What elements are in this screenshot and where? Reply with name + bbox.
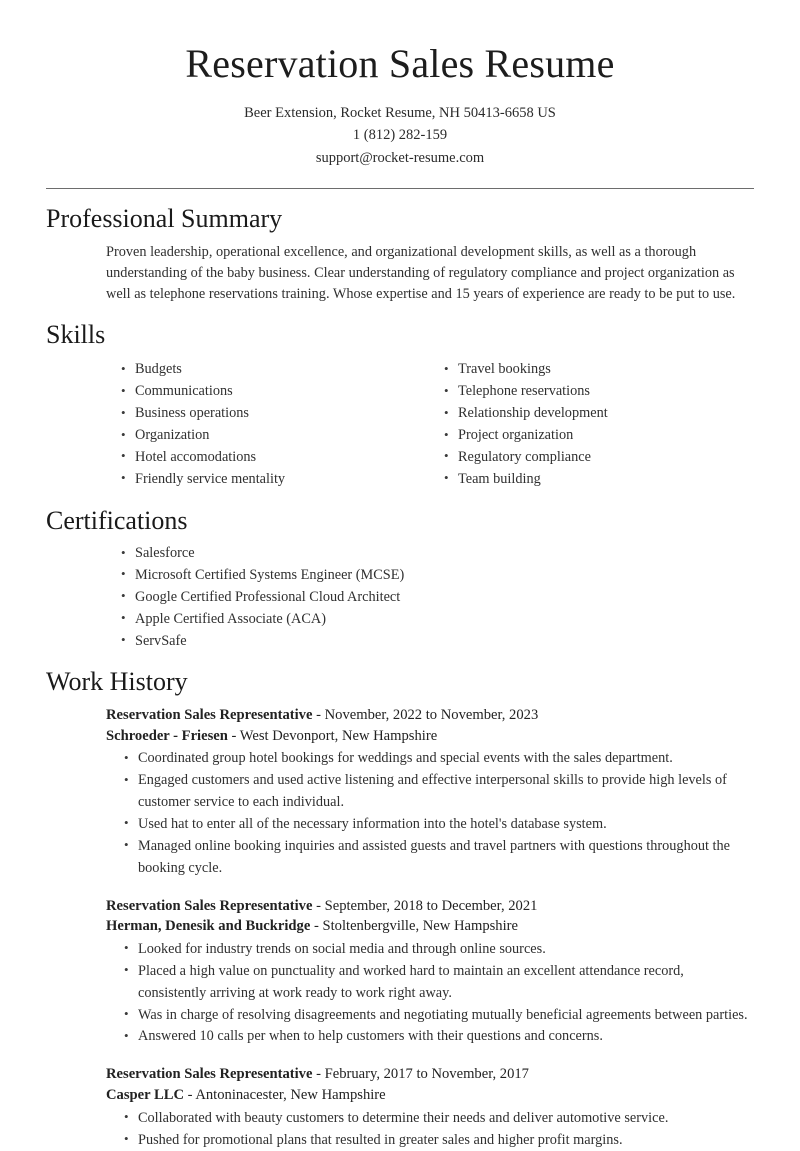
section-heading-work-history: Work History xyxy=(46,667,188,697)
list-item: • Hotel accomodations xyxy=(121,447,431,469)
skills-column-left xyxy=(108,357,431,490)
contact-address: Beer Extension, Rocket Resume, NH 50413-6658 US xyxy=(244,105,556,121)
job-separator: - xyxy=(312,897,325,914)
list-item: • Business operations xyxy=(121,403,431,425)
list-item: • Team building xyxy=(444,469,754,491)
list-item: • Used hat to enter all of the necessary information into the hotel's database system. xyxy=(124,814,754,836)
list-item: • ServSafe xyxy=(121,631,754,653)
job-title-line xyxy=(106,1064,754,1085)
job-dates: September, 2018 to December, 2021 xyxy=(324,897,538,914)
list-item: • Engaged customers and used active listening and effective interpersonal skills to provide high levels of customer service to each individual. xyxy=(124,770,754,814)
certifications-list-wrap xyxy=(108,543,754,652)
list-item: • Was in charge of resolving disagreements and negotiating mutually beneficial agreements between parties. xyxy=(124,1005,754,1027)
job-dates: February, 2017 to November, 2017 xyxy=(324,1066,529,1083)
contact-email: support@rocket-resume.com xyxy=(315,149,485,166)
section-skills xyxy=(46,319,754,491)
job-title-line xyxy=(106,705,754,726)
section-work-history xyxy=(46,666,754,1151)
job-title: Reservation Sales Representative xyxy=(106,897,313,914)
list-item: • Organization xyxy=(121,425,431,447)
header-divider xyxy=(46,188,754,189)
section-heading-certifications: Certifications xyxy=(46,505,188,535)
list-item: • Managed online booking inquiries and assisted guests and travel partners with questions throughout the booking cycle. xyxy=(124,836,754,880)
list-item: • Project organization xyxy=(444,425,754,447)
skills-list-right xyxy=(431,359,754,490)
job-title: Reservation Sales Representative xyxy=(106,706,313,723)
job-title-line xyxy=(106,896,754,917)
contact-block xyxy=(46,102,754,169)
list-item: • Salesforce xyxy=(121,543,754,565)
work-history-entry xyxy=(106,705,754,880)
job-location: Antoninacester, New Hampshire xyxy=(195,1086,386,1103)
skills-list-left xyxy=(108,359,431,490)
job-separator: - xyxy=(227,727,240,744)
job-location: Stoltenbergville, New Hampshire xyxy=(322,918,518,935)
contact-phone: 1 (812) 282-159 xyxy=(352,127,448,144)
skills-columns xyxy=(108,357,754,490)
job-company: Schroeder - Friesen xyxy=(106,727,228,744)
job-dates: November, 2022 to November, 2023 xyxy=(324,706,539,723)
page-title: Reservation Sales Resume xyxy=(185,41,615,86)
professional-summary-text: Proven leadership, operational excellence, and organizational development skills, as well as a thorough understanding of the baby business. Clear understanding of regulatory compliance and project organization as well as telephone reservations training. Whose expertise and 15 years of experience are ready to be put to use. xyxy=(106,243,736,302)
section-certifications xyxy=(46,505,754,653)
job-company: Herman, Denesik and Buckridge xyxy=(106,918,311,935)
list-item: • Relationship development xyxy=(444,403,754,425)
skills-column-right xyxy=(431,357,754,490)
list-item: • Microsoft Certified Systems Engineer (MCSE) xyxy=(121,565,754,587)
list-item: • Budgets xyxy=(121,359,431,381)
job-separator: - xyxy=(312,706,325,723)
list-item: • Telephone reservations xyxy=(444,381,754,403)
job-company-line xyxy=(106,916,754,937)
list-item: • Collaborated with beauty customers to determine their needs and deliver automotive service. xyxy=(124,1108,754,1130)
job-separator: - xyxy=(183,1086,196,1103)
job-bullets xyxy=(106,748,754,879)
work-history-entry xyxy=(106,896,754,1049)
job-separator: - xyxy=(312,1066,325,1083)
list-item: • Answered 10 calls per when to help customers with their questions and concerns. xyxy=(124,1026,754,1048)
list-item: • Pushed for promotional plans that resulted in greater sales and higher profit margins. xyxy=(124,1130,754,1151)
job-separator: - xyxy=(310,918,323,935)
job-company: Casper LLC xyxy=(106,1086,184,1103)
job-location: West Devonport, New Hampshire xyxy=(239,727,438,744)
list-item: • Coordinated group hotel bookings for weddings and special events with the sales department. xyxy=(124,748,754,770)
list-item: • Travel bookings xyxy=(444,359,754,381)
list-item: • Looked for industry trends on social media and through online sources. xyxy=(124,939,754,961)
job-title: Reservation Sales Representative xyxy=(106,1066,313,1083)
job-bullets xyxy=(106,939,754,1048)
certifications-list xyxy=(108,543,754,652)
list-item: • Placed a high value on punctuality and worked hard to maintain an excellent attendance record, consistently arriving at work ready to work right away. xyxy=(124,961,754,1005)
job-company-line xyxy=(106,1085,754,1106)
work-history-entry xyxy=(106,1064,754,1151)
list-item: • Regulatory compliance xyxy=(444,447,754,469)
section-professional-summary xyxy=(46,203,754,305)
job-company-line xyxy=(106,726,754,747)
list-item: • Apple Certified Associate (ACA) xyxy=(121,609,754,631)
work-history-entries xyxy=(106,705,754,1151)
section-heading-professional-summary: Professional Summary xyxy=(46,204,283,234)
list-item: • Google Certified Professional Cloud Architect xyxy=(121,587,754,609)
list-item: • Communications xyxy=(121,381,431,403)
job-bullets xyxy=(106,1108,754,1151)
list-item: • Friendly service mentality xyxy=(121,469,431,491)
section-heading-skills: Skills xyxy=(46,319,106,349)
